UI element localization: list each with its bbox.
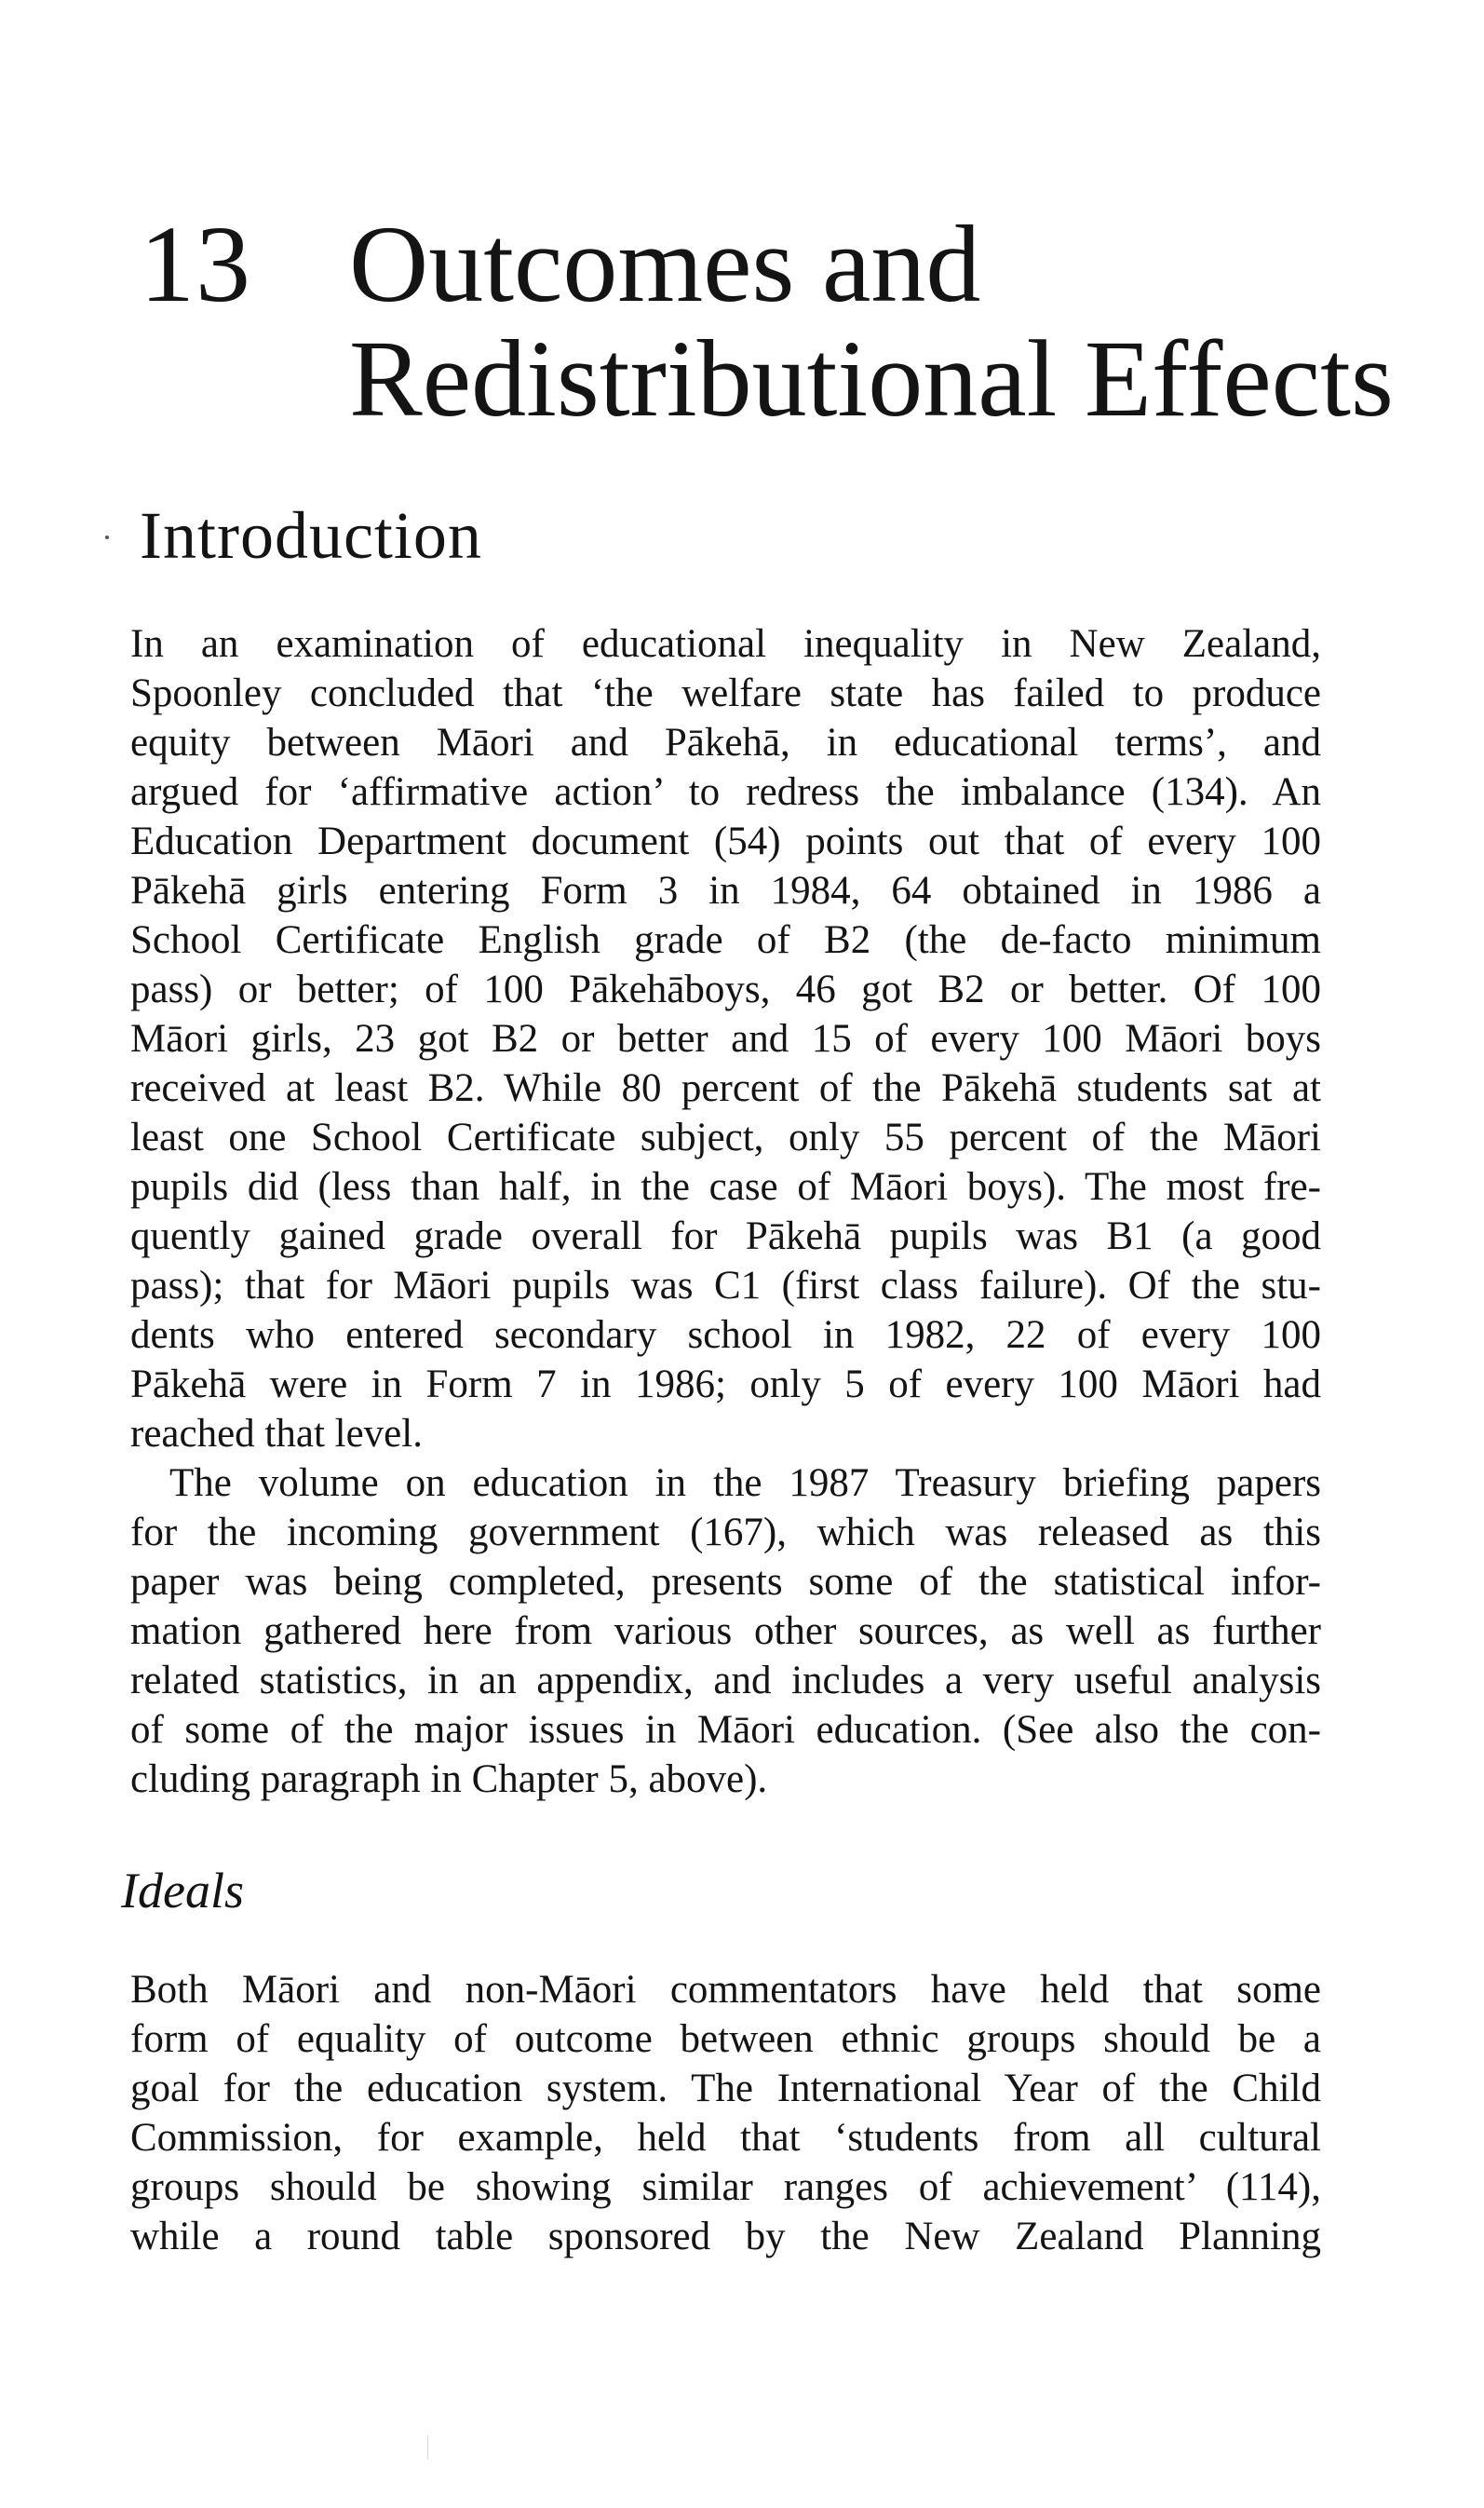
- paragraph-line: related statistics, in an appendix, and includes a very useful analysis: [130, 1659, 1321, 1702]
- paragraph-line: of some of the major issues in Māori education. (See also the con-: [130, 1708, 1321, 1752]
- chapter-title-line-1: Outcomes and: [349, 203, 981, 325]
- paragraph-line: paper was being completed, presents some of the statistical infor-: [130, 1560, 1321, 1604]
- paragraph-line: dents who entered secondary school in 1982, 22 of every 100: [130, 1313, 1321, 1357]
- paragraph-line: pass) or better; of 100 Pākehāboys, 46 got B2 or better. Of 100: [130, 968, 1321, 1011]
- paragraph-line: The volume on education in the 1987 Treasury briefing papers: [169, 1461, 1321, 1505]
- margin-mark: [105, 535, 109, 539]
- paragraph-line: quently gained grade overall for Pākehā pupils was B1 (a good: [130, 1214, 1321, 1258]
- paragraph-line: reached that level.: [130, 1412, 423, 1456]
- paragraph-line: groups should be showing similar ranges of achievement’ (114),: [130, 2165, 1321, 2209]
- paragraph-line: Education Department document (54) points out that of every 100: [130, 820, 1321, 863]
- paragraph-line: Both Māori and non-Māori commentators have held that some: [130, 1968, 1321, 2012]
- chapter-number: 13: [140, 203, 251, 325]
- ideals-heading: Ideals: [121, 1863, 244, 1918]
- paragraph-line: In an examination of educational inequality in New Zealand,: [130, 622, 1321, 666]
- paragraph-line: School Certificate English grade of B2 (the de-facto minimum: [130, 918, 1321, 962]
- paragraph-line: form of equality of outcome between ethnic groups should be a: [130, 2017, 1321, 2061]
- chapter-heading: [140, 203, 1394, 442]
- paragraph-line: Commission, for example, held that ‘students from all cultural: [130, 2116, 1321, 2160]
- paragraph-line: received at least B2. While 80 percent of the Pākehā students sat at: [130, 1066, 1321, 1110]
- paragraph-line: pupils did (less than half, in the case of Māori boys). The most fre-: [130, 1165, 1321, 1209]
- paragraph-line: Māori girls, 23 got B2 or better and 15 of every 100 Māori boys: [130, 1017, 1321, 1061]
- paragraph-line: goal for the education system. The International Year of the Child: [130, 2067, 1321, 2110]
- paragraph-line: Spoonley concluded that ‘the welfare state has failed to produce: [130, 671, 1321, 715]
- paragraph-line: equity between Māori and Pākehā, in educational terms’, and: [130, 721, 1321, 765]
- paragraph-line: argued for ‘affirmative action’ to redress the imbalance (134). An: [130, 770, 1321, 814]
- page-crease-mark: [427, 2435, 428, 2460]
- paragraph-line: mation gathered here from various other sources, as well as further: [130, 1609, 1321, 1653]
- paragraph-line: for the incoming government (167), which was released as this: [130, 1511, 1321, 1554]
- paragraph-line: least one School Certificate subject, only 55 percent of the Māori: [130, 1116, 1321, 1159]
- paragraph-line: pass); that for Māori pupils was C1 (first class failure). Of the stu-: [130, 1264, 1321, 1308]
- paragraph-line: Pākehā were in Form 7 in 1986; only 5 of every 100 Māori had: [130, 1362, 1321, 1406]
- paragraph-line: Pākehā girls entering Form 3 in 1984, 64 obtained in 1986 a: [130, 869, 1321, 913]
- introduction-heading: Introduction: [140, 498, 482, 573]
- chapter-title-line-2: Redistributional Effects: [349, 318, 1394, 440]
- paragraph-line: cluding paragraph in Chapter 5, above).: [130, 1757, 768, 1801]
- paragraph-line: while a round table sponsored by the New Zealand Planning: [130, 2215, 1321, 2258]
